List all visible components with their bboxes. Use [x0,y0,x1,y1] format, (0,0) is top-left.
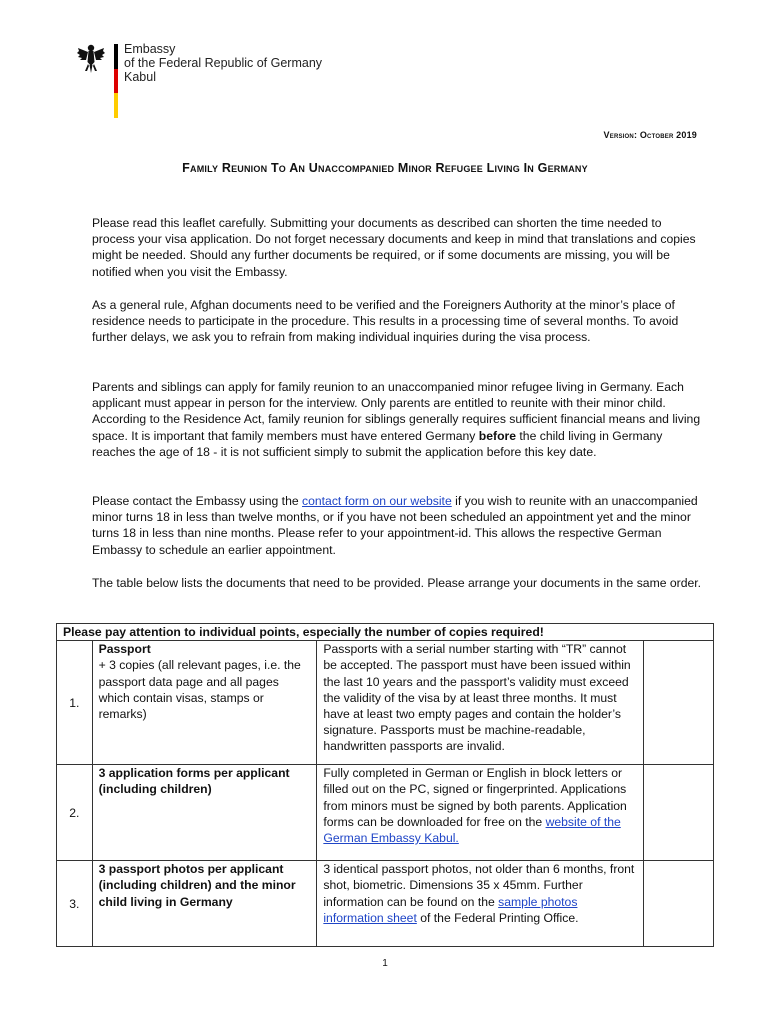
table-row [57,765,714,861]
document-cell [92,641,317,765]
p3-emphasis: before [478,428,517,443]
sample-photos-link[interactable]: sample photos information sheet [323,894,578,925]
checkbox-cell[interactable] [643,861,713,947]
paragraph-eligibility [92,379,702,460]
description-text: 3 identical passport photos, not older than 6 months, front shot, biometric. Dimensions 35 x 45mm. Further information can be found on the [323,862,635,909]
description-cell [317,861,643,947]
p4-text-b: if you wish to reunite with an unaccompanied minor turns 18 in less than twelve months, or if you have not been scheduled an appointment yet and the minor turns 18 in less than nine months. Please refer to your appointment-id. This allows the respective German Embassy to schedule an earlier appointment. [92,494,698,557]
description-text: Fully completed in German or English in block letters or filled out on the PC, signed or fingerprinted. Applications from minors must be signed by both parents. Application forms can be downloaded for free on the [323,766,627,829]
description-cell [317,641,643,765]
table-row [57,641,714,765]
p3-text-a: Parents and siblings can apply for family reunion to an unaccompanied minor refugee living in Germany. Each applicant must appear in person for the interview. Only parents are entitled to reunite with their minor child. According to the Residence Act, family reunion for siblings generally requires sufficient financial means and living space. It is important that family members must have entered Germany [92,380,701,443]
table-header-row [57,624,714,641]
embassy-website-link[interactable]: website of the German Embassy Kabul. [323,814,621,846]
flag-bar [114,44,118,118]
document-title-cell: Passport [98,642,151,657]
org-line-3: Kabul [124,70,156,84]
documents-table [56,623,714,947]
document-detail: + 3 copies (all relevant pages, i.e. the passport data page and all pages which contain visas, stamps or remarks) [98,658,301,722]
org-line-1: Embassy [124,42,176,56]
paragraph-table-intro: The table below lists the documents that need to be provided. Please arrange your documents in the same order. [92,576,702,590]
paragraph-intro: Please read this leaflet carefully. Submitting your documents as described can shorten the time needed to process your visa application. Do not forget necessary documents and keep in mind that translations and copies might be needed. Should any further documents be required, or if some documents are missing, you will be notified when you visit the Embassy. [92,216,696,279]
document-title: Family Reunion To An Unaccompanied Minor Refugee Living In Germany [182,161,588,175]
row-number: 2. [57,765,93,861]
document-cell [92,861,317,947]
table-row [57,861,714,947]
row-number: 1. [57,641,93,765]
checkbox-cell[interactable] [643,641,713,765]
description-cell [317,765,643,861]
paragraph-processing: As a general rule, Afghan documents need to be verified and the Foreigners Authority at the minor’s place of residence needs to participate in the procedure. This results in a processing time of several months. To avoid further delays, we ask you to refrain from making individual inquiries during the visa process. [92,298,679,345]
document-cell [92,765,317,861]
document-title-cell: 3 application forms per applicant (including children) [98,766,290,797]
table-header: Please pay attention to individual points, especially the number of copies required! [57,624,714,641]
document-title-cell: 3 passport photos per applicant (including children) and the minor child living in Germany [98,862,296,909]
description-text: Passports with a serial number starting with “TR” cannot be accepted. The passport must have been issued within the last 10 years and the passport’s validity must exceed the validity of the visa by at least three months. It must have at least two empty pages and contain the holder’s signature. Passports must be machine-readable, handwritten passports are invalid. [323,642,631,754]
p4-text-a: Please contact the Embassy using the [92,494,303,508]
paragraph-contact [92,493,702,558]
description-text-end: of the Federal Printing Office. [416,910,579,925]
embassy-name [124,42,322,84]
contact-form-link[interactable]: contact form on our website [302,494,452,508]
version-label: Version: October 2019 [603,130,697,140]
org-line-2: of the Federal Republic of Germany [124,56,323,70]
page-number: 1 [382,958,388,969]
federal-eagle-icon [76,42,106,74]
checkbox-cell[interactable] [643,765,713,861]
p3-text-b: the child living in Germany reaches the age of 18 - it is not sufficient simply to submit the application before this key date. [92,428,663,459]
row-number: 3. [57,861,93,947]
